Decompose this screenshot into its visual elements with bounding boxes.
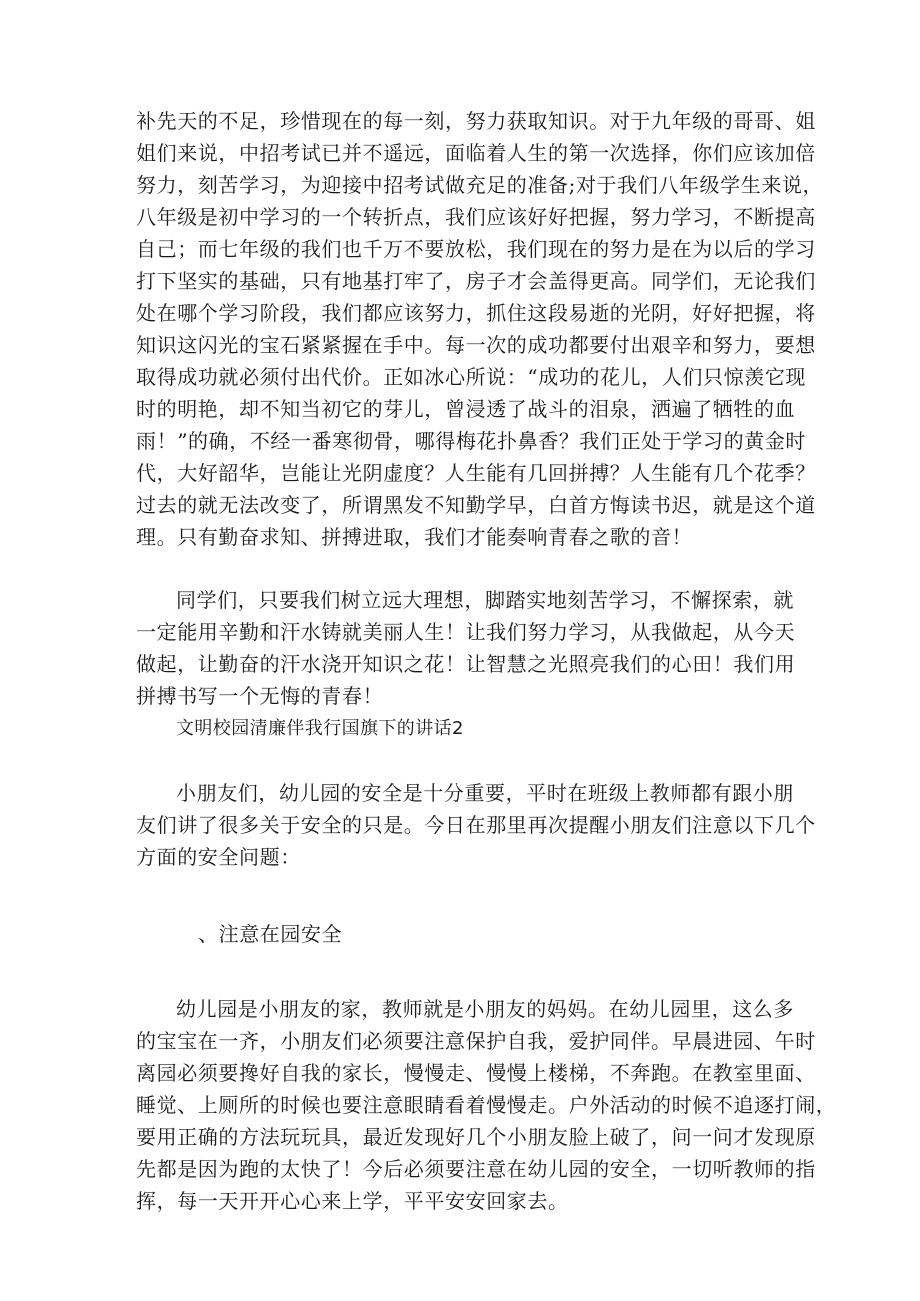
text-line: 时的明艳，却不知当初它的芽儿，曾浸透了战斗的泪泉，洒遍了牺牲的血	[136, 397, 796, 421]
text-line: 雨！”的确，不经一番寒彻骨，哪得梅花扑鼻香？我们正处于学习的黄金时	[136, 429, 807, 453]
section-heading: 文明校园清廉伴我行国旗下的讲话2	[176, 718, 464, 739]
text-line: 做起，让勤奋的汗水浇开知识之花！让智慧之光照亮我们的心田！我们用	[136, 652, 796, 676]
text-line: 要用正确的方法玩玩具，最近发现好几个小朋友脸上破了，问一问才发现原	[136, 1125, 816, 1149]
text-line: 同学们，只要我们树立远大理想，脚踏实地刻苦学习，不懈探索，就	[176, 588, 794, 612]
text-line: 处在哪个学习阶段，我们都应该努力，抓住这段易逝的光阴，好好把握，将	[136, 301, 816, 325]
text-line: 离园必须要搀好自我的家长，慢慢走、慢慢上楼梯，不奔跑。在教室里面、	[136, 1061, 816, 1085]
text-line: 先都是因为跑的太快了！今后必须要注意在幼儿园的安全，一切听教师的指	[136, 1157, 816, 1181]
text-line: 打下坚实的基础，只有地基打牢了，房子才会盖得更高。同学们，无论我们	[136, 269, 816, 293]
text-line: 过去的就无法改变了，所谓黑发不知勤学早，白首方悔读书迟，就是这个道	[136, 493, 816, 517]
text-line: 方面的安全问题：	[136, 845, 301, 869]
text-line: 代，大好韶华，岂能让光阴虚度？人生能有几回拼搏？人生能有几个花季？	[136, 461, 816, 485]
text-line: 补先天的不足，珍惜现在的每一刻，努力获取知识。对于九年级的哥哥、姐	[136, 109, 816, 133]
text-line: 取得成功就必须付出代价。正如冰心所说：“成功的花儿，人们只惊羡它现	[136, 365, 807, 389]
text-line: 拼搏书写一个无悔的青春！	[136, 684, 384, 708]
text-line: 的宝宝在一齐，小朋友们必须要注意保护自我，爱护同伴。早晨进园、午时	[136, 1029, 816, 1053]
text-line: 努力，刻苦学习，为迎接中招考试做充足的准备;对于我们八年级学生来说，	[136, 173, 824, 197]
text-line: 八年级是初中学习的一个转折点，我们应该好好把握，努力学习，不断提高	[136, 205, 816, 229]
text-line: 睡觉、上厕所的时候也要注意眼睛看着慢慢走。户外活动的时候不追逐打闹，	[136, 1093, 837, 1117]
text-line: 理。只有勤奋求知、拼搏进取，我们才能奏响青春之歌的音！	[136, 525, 693, 549]
subsection-heading: 、注意在园安全	[198, 922, 343, 946]
text-line: 小朋友们，幼儿园的安全是十分重要，平时在班级上教师都有跟小朋	[176, 781, 794, 805]
text-line: 友们讲了很多关于安全的只是。今日在那里再次提醒小朋友们注意以下几个	[136, 813, 816, 837]
text-line: 幼儿园是小朋友的家，教师就是小朋友的妈妈。在幼儿园里，这么多	[176, 997, 794, 1021]
text-line: 姐们来说，中招考试已并不遥远，面临着人生的第一次选择，你们应该加倍	[136, 141, 816, 165]
text-line: 一定能用辛勤和汗水铸就美丽人生！让我们努力学习，从我做起，从今天	[136, 620, 796, 644]
text-line: 知识这闪光的宝石紧紧握在手中。每一次的成功都要付出艰辛和努力，要想	[136, 333, 816, 357]
text-line: 挥，每一天开开心心来上学，平平安安回家去。	[136, 1189, 569, 1213]
text-line: 自己；而七年级的我们也千万不要放松，我们现在的努力是在为以后的学习	[136, 237, 816, 261]
